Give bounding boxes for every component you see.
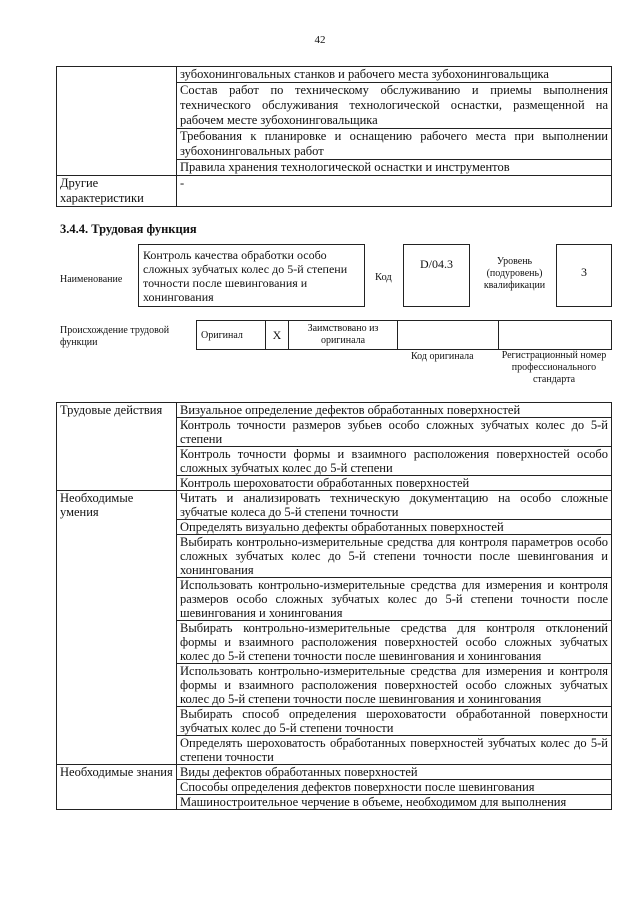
borrowed-label: Заимствовано из оригинала	[289, 321, 398, 350]
skill-item: Использовать контрольно-измерительные средства для измерения и контроля формы и взаимного расположения поверхностей особо сложных зубчатых колес до 5-й степени точности после шевингования и хонингования	[177, 664, 612, 707]
skill-item: Выбирать контрольно-измерительные средства для контроля параметров особо сложных зубчатых колес до 5-й степени точности после шевингования и хонингования	[177, 535, 612, 578]
origin-label: Происхождение трудовой функции	[60, 325, 170, 348]
origin-reg-cell	[499, 321, 612, 350]
knowledge-item: Способы определения дефектов поверхности после шевингования	[177, 780, 612, 795]
code-label: Код	[375, 272, 392, 283]
knowledge-item: Состав работ по техническому обслуживанию и приемы выполнения технического обслуживания технологической оснастки, размещенной на рабочем месте зубохонинговальщика	[177, 83, 612, 129]
level-value: 3	[556, 244, 612, 307]
skill-item: Выбирать контрольно-измерительные средства для контроля отклонений формы и взаимного расположения поверхностей особо сложных зубчатых колес до 5-й степени точности после шевингования и хонингования	[177, 621, 612, 664]
skills-label: Необходимые умения	[57, 491, 177, 765]
action-item: Контроль точности формы и взаимного расположения поверхностей особо сложных зубчатых колес до 5-й степени	[177, 447, 612, 476]
skill-item: Читать и анализировать техническую документацию на особо сложные зубчатые колеса до 5-й степени точности	[177, 491, 612, 520]
name-value: Контроль качества обработки особо сложных зубчатых колес до 5-й степени точности после шевингования и хонингования	[138, 244, 365, 307]
name-label: Наименование	[60, 274, 123, 285]
knowledge-item: Машиностроительное черчение в объеме, необходимом для выполнения	[177, 795, 612, 810]
knowledge-item: зубохонинговальных станков и рабочего места зубохонинговальщика	[177, 67, 612, 83]
original-mark: X	[266, 321, 289, 350]
code-value: D/04.3	[403, 244, 470, 307]
action-item: Визуальное определение дефектов обработанных поверхностей	[177, 403, 612, 418]
other-characteristics-label: Другие характеристики	[57, 176, 177, 207]
origin-code-caption: Код оригинала	[411, 351, 474, 362]
page-number: 42	[314, 34, 326, 46]
action-item: Контроль шероховатости обработанных поверхностей	[177, 476, 612, 491]
section-title: 3.4.4. Трудовая функция	[60, 222, 197, 236]
origin-table	[196, 320, 612, 350]
knowledge-item: Требования к планировке и оснащению рабочего места при выполнении зубохонинговальных работ	[177, 129, 612, 160]
knowledge-item: Виды дефектов обработанных поверхностей	[177, 765, 612, 780]
empty-label-cell	[57, 67, 177, 176]
knowledge-label: Необходимые знания	[57, 765, 177, 810]
level-label: Уровень (подуровень) квалификации	[483, 256, 546, 291]
skill-item: Выбирать способ определения шероховатости обработанной поверхности зубчатых колес до 5-й степени точности	[177, 707, 612, 736]
skill-item: Определять шероховатость обработанных поверхностей зубчатых колес до 5-й степени точности	[177, 736, 612, 765]
action-item: Контроль точности размеров зубьев особо сложных зубчатых колес до 5-й степени	[177, 418, 612, 447]
skill-item: Использовать контрольно-измерительные средства для измерения и контроля размеров особо сложных зубчатых колес до 5-й степени точности после шевингования и хонингования	[177, 578, 612, 621]
origin-code-cell	[398, 321, 499, 350]
skill-item: Определять визуально дефекты обработанных поверхностей	[177, 520, 612, 535]
knowledge-continuation-table	[56, 66, 612, 207]
other-characteristics-value: -	[177, 176, 612, 207]
origin-reg-caption: Регистрационный номер профессионального стандарта	[501, 350, 607, 385]
actions-label: Трудовые действия	[57, 403, 177, 491]
original-label: Оригинал	[197, 321, 266, 350]
knowledge-item: Правила хранения технологической оснастки и инструментов	[177, 160, 612, 176]
function-details-table	[56, 402, 612, 810]
